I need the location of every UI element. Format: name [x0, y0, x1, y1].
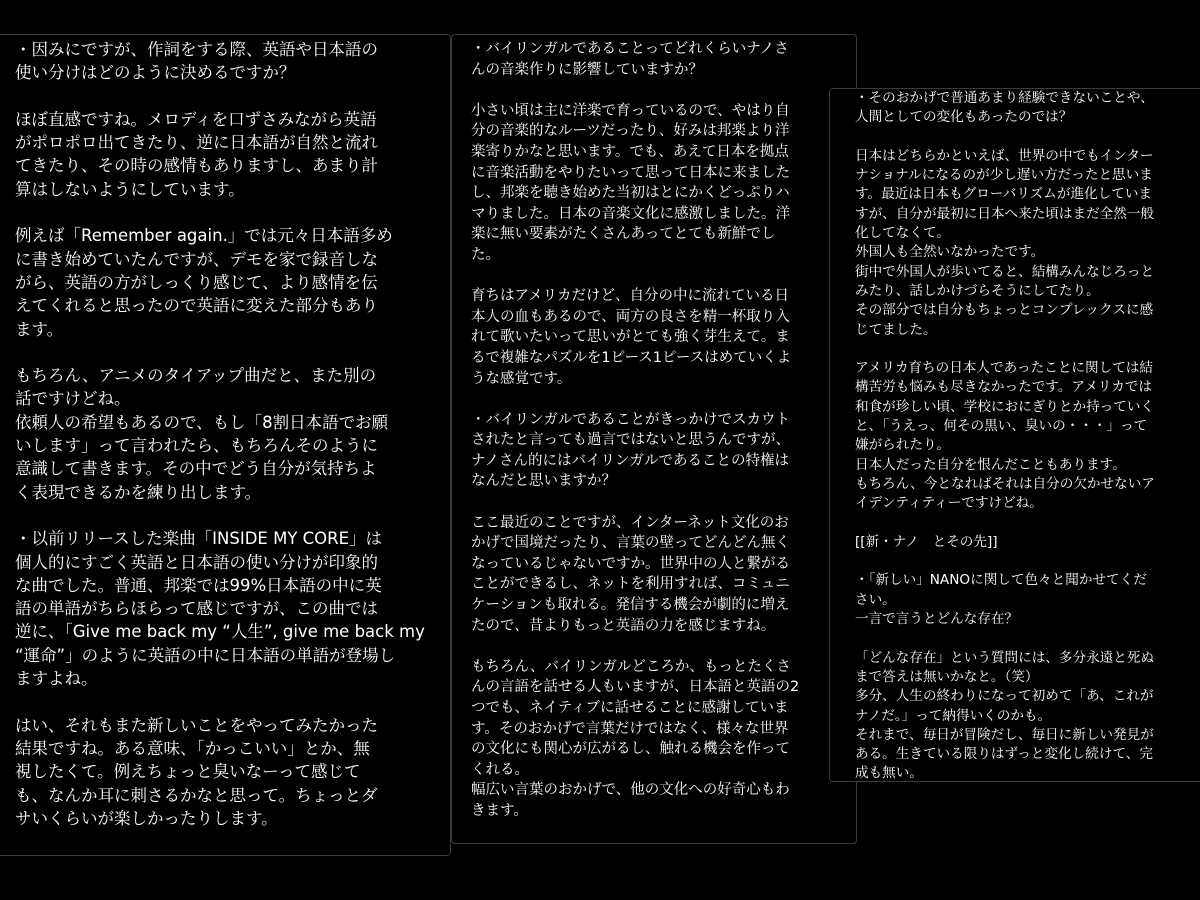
answer-paragraph: 例えば「Remember again.」では元々日本語多め に書き始めていたんですが、デモを家で録音しな がら、英語の方がしっくり感じて、より感情を伝 えてくれると思ったので英語に変えた部分もあり ます。 — [15, 226, 393, 339]
article-panel-middle — [451, 34, 857, 844]
answer-paragraph: 育ちはアメリカだけど、自分の中に流れている日 本人の血もあるので、両方の良さを精一杯取り入 れて歌いたいって思いがとても強く芽生えて。ま るで複雑なパズルを1ピース1ピースはめていくよ うな感覚です。 — [471, 288, 792, 387]
section-heading: [[新・ナノ とその先]] — [855, 533, 998, 550]
question-experience: ・そのおかげで普通あまり経験できないことや、 人間としての変化もあったのでは？ — [855, 90, 1154, 126]
article-panel-left — [0, 34, 451, 856]
answer-paragraph: ここ最近のことですが、インターネット文化のお かげで国境だったり、言葉の壁ってどんどん無く なっているじゃないですか。世界中の人と繋がる ことができるし、ネットを利用すれば、コミュニ ケーションも取れる。発信する機会が劇的に増え たので、昔よりもっと英語の力を感じますね。 — [471, 514, 790, 634]
answer-paragraph: 日本はどちらかといえば、世界の中でもインター ナショナルになるのが少し遅い方だったと思いま す。最近は日本もグローバリズムが進化していま すが、自分が最初に日本へ来た頃はまだ全然一般 化してなくて。 外国人も全然いなかったです。 街中で外国人が歩いてると、結構みんなじろっと みたり、話しかけづらそうにしてたり。 その部分では自分もちょっとコンプレックスに感 じてました。 — [855, 147, 1155, 338]
question-bilingual-privilege: ・バイリンガルであることがきっかけでスカウト されたと言っても過言ではないと思うんですが、 ナノさん的にはバイリンガルであることの特権は なんだと思いますか？ — [471, 411, 790, 490]
answer-paragraph: 小さい頃は主に洋楽で育っているので、やはり自 分の音楽的なルーツだったり、好みは邦楽より洋 楽寄りかなと思います。でも、あえて日本を拠点 に音楽活動をやりたいって思って日本に来ました し、邦楽を聴き始めた当初はとにかくどっぷりハ マりました。日本の音楽文化に感激しました。洋 楽に無い要素がたくさんあってとても新鮮でし た。 — [471, 102, 790, 263]
answer-paragraph: アメリカ育ちの日本人であったことに関しては結 構苦労も悩みも尽きなかったです。アメリカでは 和食が珍しい頃、学校におにぎりとか持っていく と、「うえっ、何その黒い、臭いの・・・」って 嫌がられたり。 日本人だった自分を恨んだこともあります。 もちろん、今となればそれは自分の欠かせないア イデンティティーですけどね。 — [855, 360, 1155, 512]
answer-paragraph: はい、それもまた新しいことをやってみたかった 結果ですね。ある意味、「かっこいい」とか、無 視したくて。例えちょっと臭いなーって感じて も、なんか耳に刺さるかなと思って。ちょっとダ サいくらいが楽しかったりします。 — [15, 715, 378, 828]
question-lyrics-language: ・因みにですが、作詞をする際、英語や日本語の 使い分けはどのように決めるですか？ — [15, 40, 378, 83]
answer-paragraph: もちろん、アニメのタイアップ曲だと、また別の 話ですけどね。 依頼人の希望もあるので、もし「8割日本語でお願 いします」って言われたら、もちろんそのように 意識して書きます。その中でどう自分が気持ちよ く表現できるかを練り出します。 — [15, 366, 389, 502]
question-bilingual-influence: ・バイリンガルであることってどれくらいナノさ んの音楽作りに影響していますか？ — [471, 41, 789, 78]
answer-paragraph: 「どんな存在」という質問には、多分永遠と死ぬ まで答えは無いかなと。（笑） 多分、人生の終わりになって初めて「あ、これが ナノだ。」って納得いくのかも。 それまで、毎日が冒険だし、毎日に新しい発見が ある。生きている限りはずっと変化し続けて、完 成も無い。 — [855, 649, 1155, 782]
question-new-nano: ・「新しい」NANOに関して色々と聞かせてくだ さい。 一言で言うとどんな存在？ — [855, 572, 1147, 628]
answer-paragraph: もちろん、バイリンガルどころか、もっとたくさ んの言語を話せる人もいますが、日本語と英語の2 つでも、ネイティブに話せることに感謝していま す。そのおかげで言葉だけではなく、様々な世界 の文化にも関心が広がるし、触れる機会を作って くれる。 幅広い言葉のおかげで、他の文化への好奇心もわ きます。 — [471, 658, 800, 819]
answer-paragraph: ほぼ直感ですね。メロディを口ずさみながら英語 がポロポロ出てきたり、逆に日本語が自然と流れ てきたり、その時の感情もありますし、あまり計 算はしないようにしています。 — [15, 109, 378, 199]
question-inside-my-core: ・以前リリースした楽曲「INSIDE MY CORE」は 個人的にすごく英語と日本語の使い分けが印象的 な曲でした。普通、邦楽では99%日本語の中に英 語の単語がちらほらって感じですが、この曲では 逆に、「Give me back my “人生”, give me back my “運命”」のように英語の中に日本語の単語が登場し ますよね。 — [15, 529, 425, 689]
article-panel-right — [829, 88, 1200, 782]
